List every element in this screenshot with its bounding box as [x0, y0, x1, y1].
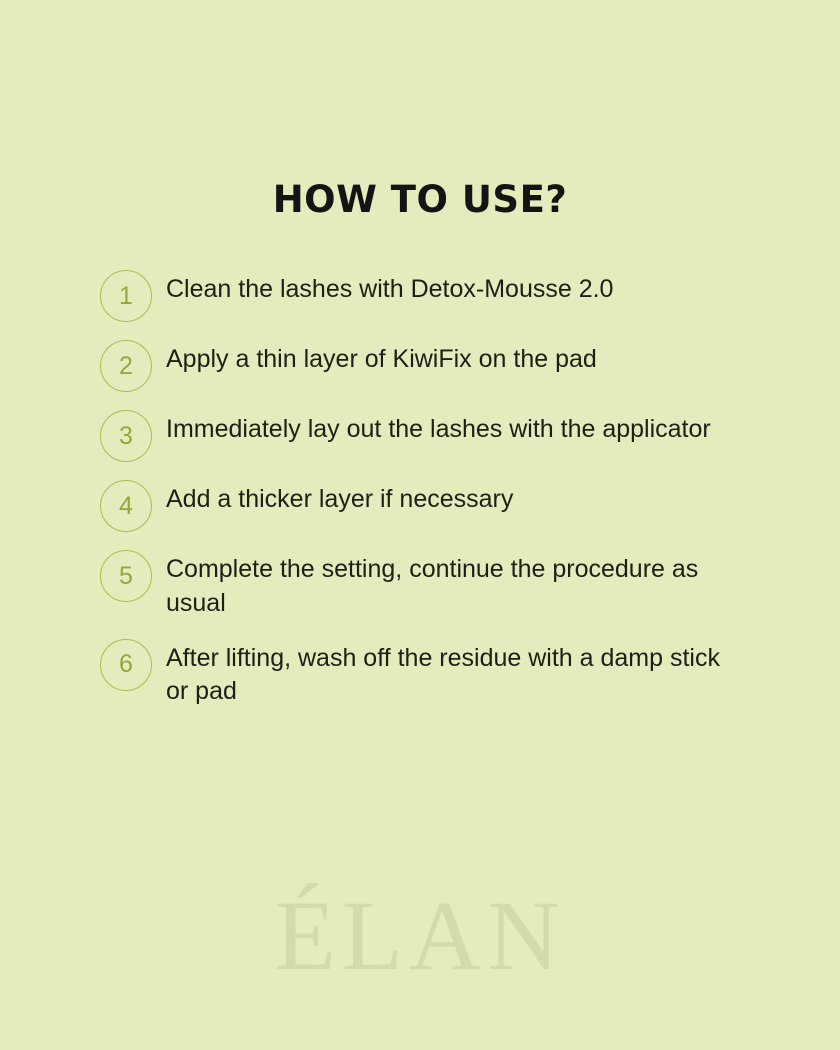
- steps-list: [100, 268, 740, 725]
- list-item: [100, 338, 740, 392]
- list-item: [100, 548, 740, 621]
- step-number-badge: 6: [100, 639, 152, 691]
- step-text: Add a thicker layer if necessary: [166, 485, 514, 513]
- step-number-badge: 5: [100, 550, 152, 602]
- step-text: After lifting, wash off the residue with a damp stick or pad: [166, 643, 720, 706]
- page-title: HOW TO USE?: [272, 178, 568, 221]
- step-number-badge: 3: [100, 410, 152, 462]
- step-number-badge: 2: [100, 340, 152, 392]
- step-text: Complete the setting, continue the procedure as usual: [166, 555, 699, 617]
- list-item: [100, 408, 740, 462]
- step-number-badge: 1: [100, 270, 152, 322]
- list-item: [100, 268, 740, 322]
- step-number-badge: 4: [100, 480, 152, 532]
- brand-logo: ÉLAN: [274, 880, 566, 991]
- list-item: [100, 478, 740, 532]
- step-text: Clean the lashes with Detox-Mousse 2.0: [166, 275, 614, 303]
- step-text: Apply a thin layer of KiwiFix on the pad: [166, 345, 597, 373]
- step-text: Immediately lay out the lashes with the applicator: [166, 415, 711, 443]
- list-item: [100, 637, 740, 710]
